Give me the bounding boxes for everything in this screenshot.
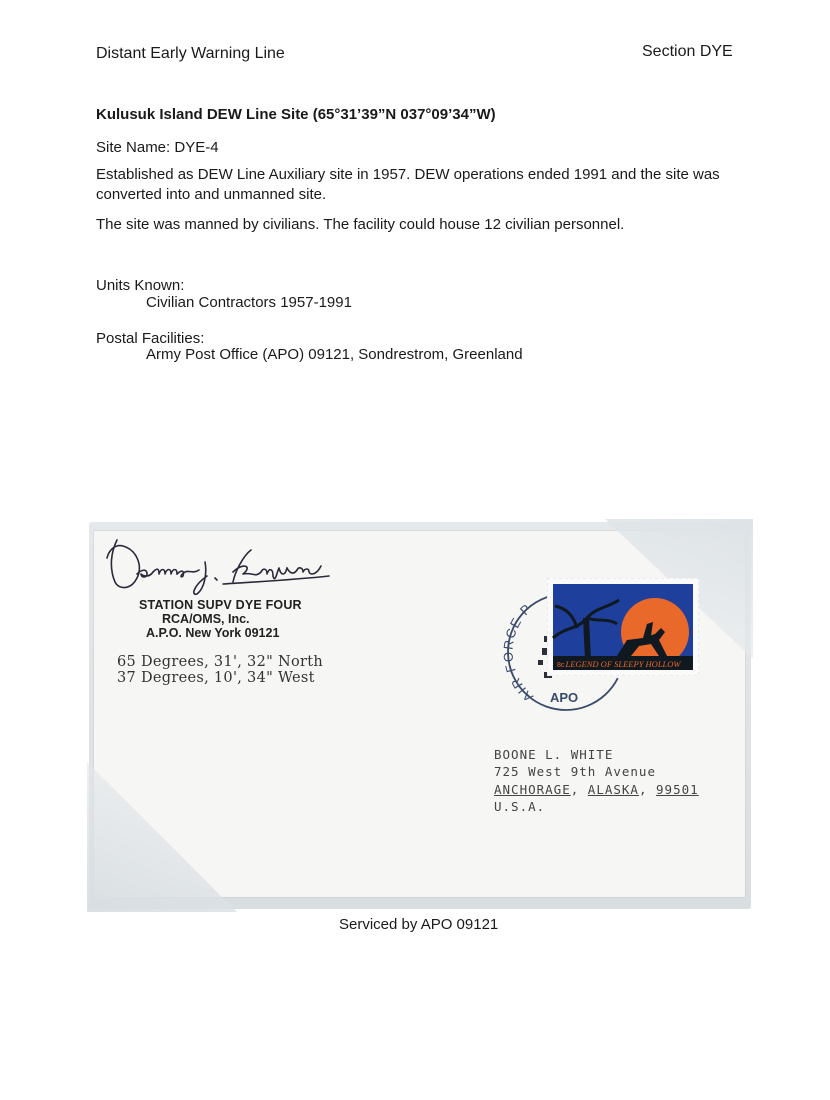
address-state: ALASKA <box>587 782 639 797</box>
cover-caption: Serviced by APO 09121 <box>339 916 499 933</box>
postal-heading: Postal Facilities: <box>96 330 205 347</box>
stamp-caption: LEGEND OF SLEEPY HOLLOW <box>565 659 681 669</box>
return-stamp-line2: RCA/OMS, Inc. <box>162 612 250 626</box>
address-zip: 99501 <box>656 782 699 797</box>
return-stamp-line3: A.P.O. New York 09121 <box>146 626 280 640</box>
postage-stamp <box>547 578 699 676</box>
address-city: ANCHORAGE <box>494 782 571 797</box>
page-header-left: Distant Early Warning Line <box>96 45 285 62</box>
established-text-line1: Established as DEW Line Auxiliary site in 1957. DEW operations ended 1991 and the site was <box>96 166 720 183</box>
established-text-line2: converted into and unmanned site. <box>96 186 327 203</box>
svg-text:AIR FORCE P <box>500 600 536 705</box>
manned-text: The site was manned by civilians. The facility could house 12 civilian personnel. <box>96 216 625 233</box>
postmark-bottom-text: APO <box>550 690 579 705</box>
postal-value: Army Post Office (APO) 09121, Sondrestrom, Greenland <box>146 346 523 363</box>
address-line2: 725 West 9th Avenue <box>494 764 656 779</box>
postmark-text: AIR FORCE P <box>500 600 536 705</box>
return-stamp-line1: STATION SUPV DYE FOUR <box>139 598 302 612</box>
address-line3: ANCHORAGE, ALASKA, 99501 <box>494 782 699 797</box>
site-name: Site Name: DYE-4 <box>96 139 219 156</box>
stamp-value: 8c <box>557 662 565 669</box>
units-value: Civilian Contractors 1957-1991 <box>146 294 352 311</box>
coordinates-west: 37 Degrees, 10', 34" West <box>117 670 315 686</box>
coordinates-north: 65 Degrees, 31', 32" North <box>117 654 323 670</box>
site-title: Kulusuk Island DEW Line Site (65°31’39”N 037°09’34”W) <box>96 106 496 123</box>
page-header-right: Section DYE <box>642 43 733 60</box>
handwritten-signature <box>103 532 343 598</box>
units-heading: Units Known: <box>96 277 185 294</box>
address-line1: BOONE L. WHITE <box>494 747 614 762</box>
address-line4: U.S.A. <box>494 799 546 814</box>
